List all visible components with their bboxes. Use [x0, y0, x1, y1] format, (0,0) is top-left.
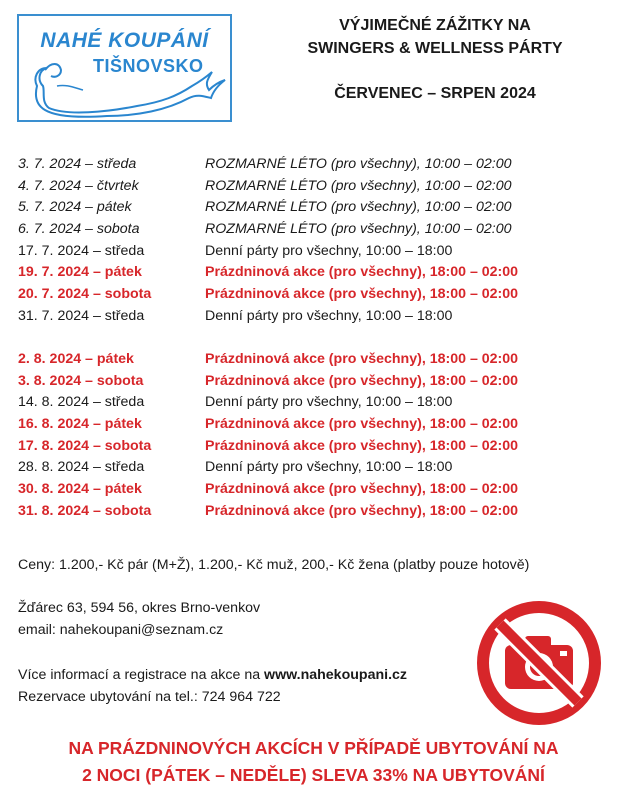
event-description: Prázdninová akce (pro všechny), 18:00 – 02:00 — [205, 372, 519, 389]
schedule-row — [18, 196, 618, 218]
header-line2: SWINGERS & WELLNESS PÁRTY — [307, 40, 563, 57]
logo-title: NAHÉ KOUPÁNÍ — [40, 29, 209, 52]
event-date: 31. 8. 2024 – sobota — [18, 502, 152, 519]
header-period: ČERVENEC – SRPEN 2024 — [334, 85, 536, 102]
event-description: ROZMARNÉ LÉTO (pro všechny), 10:00 – 02:00 — [205, 155, 512, 172]
email: email: nahekoupani@seznam.cz — [18, 622, 224, 638]
event-description: ROZMARNÉ LÉTO (pro všechny), 10:00 – 02:00 — [205, 177, 512, 194]
schedule-row — [18, 218, 618, 240]
website-link[interactable]: www.nahekoupani.cz — [264, 667, 407, 683]
schedule-row — [18, 153, 618, 175]
event-description: Prázdninová akce (pro všechny), 18:00 – 02:00 — [205, 285, 519, 302]
info-line — [18, 667, 407, 683]
event-date: 4. 7. 2024 – čtvrtek — [18, 177, 139, 194]
event-date: 17. 7. 2024 – středa — [18, 242, 145, 259]
event-description: Denní párty pro všechny, 10:00 – 18:00 — [205, 242, 453, 259]
event-date: 2. 8. 2024 – pátek — [18, 351, 134, 368]
event-description: Denní párty pro všechny, 10:00 – 18:00 — [205, 307, 453, 324]
address: Žďárec 63, 594 56, okres Brno-venkov — [18, 600, 261, 616]
event-date: 3. 7. 2024 – středa — [18, 155, 137, 172]
footer-line1: NA PRÁZDNINOVÝCH AKCÍCH V PŘÍPADĚ UBYTOVÁNÍ NA — [68, 738, 559, 758]
info-prefix: Více informací a registrace na akce na — [18, 667, 265, 683]
footer-banner — [0, 735, 627, 789]
event-description: ROZMARNÉ LÉTO (pro všechny), 10:00 – 02:00 — [205, 220, 512, 237]
schedule-row — [18, 348, 618, 370]
event-description: Denní párty pro všechny, 10:00 – 18:00 — [205, 459, 453, 476]
event-description: ROZMARNÉ LÉTO (pro všechny), 10:00 – 02:00 — [205, 199, 512, 216]
prices: Ceny: 1.200,- Kč pár (M+Ž), 1.200,- Kč muž, 200,- Kč žena (platby pouze hotově) — [18, 557, 530, 573]
event-description: Prázdninová akce (pro všechny), 18:00 – 02:00 — [205, 351, 519, 368]
logo-subtitle: TIŠNOVSKO — [93, 56, 204, 76]
schedule-row — [18, 457, 618, 479]
logo — [17, 14, 232, 122]
event-description: Prázdninová akce (pro všechny), 18:00 – 02:00 — [205, 416, 519, 433]
event-date: 16. 8. 2024 – pátek — [18, 416, 142, 433]
schedule-row — [18, 175, 618, 197]
event-description: Denní párty pro všechny, 10:00 – 18:00 — [205, 394, 453, 411]
footer-line2: 2 NOCI (PÁTEK – NEDĚLE) SLEVA 33% NA UBYTOVÁNÍ — [82, 765, 545, 785]
event-description: Prázdninová akce (pro všechny), 18:00 – 02:00 — [205, 481, 519, 498]
schedule-row — [18, 305, 618, 327]
event-date: 3. 8. 2024 – sobota — [18, 372, 144, 389]
event-description: Prázdninová akce (pro všechny), 18:00 – 02:00 — [205, 437, 519, 454]
header-line1: VÝJIMEČNÉ ZÁŽITKY NA — [339, 17, 531, 34]
event-description: Prázdninová akce (pro všechny), 18:00 – 02:00 — [205, 264, 519, 281]
event-date: 17. 8. 2024 – sobota — [18, 437, 152, 454]
event-date: 20. 7. 2024 – sobota — [18, 285, 152, 302]
schedule-row — [18, 500, 618, 522]
event-date: 5. 7. 2024 – pátek — [18, 199, 132, 216]
mermaid-icon — [27, 56, 227, 120]
schedule-row — [18, 370, 618, 392]
event-date: 19. 7. 2024 – pátek — [18, 264, 142, 281]
schedule-row — [18, 478, 618, 500]
header — [250, 14, 620, 105]
schedule-row — [18, 392, 618, 414]
event-date: 30. 8. 2024 – pátek — [18, 481, 142, 498]
event-date: 28. 8. 2024 – středa — [18, 459, 145, 476]
month-separator — [18, 327, 618, 349]
event-date: 14. 8. 2024 – středa — [18, 394, 145, 411]
event-description: Prázdninová akce (pro všechny), 18:00 – 02:00 — [205, 502, 519, 519]
no-camera-icon — [474, 598, 604, 728]
event-date: 31. 7. 2024 – středa — [18, 307, 145, 324]
event-date: 6. 7. 2024 – sobota — [18, 220, 140, 237]
phone: Rezervace ubytování na tel.: 724 964 722 — [18, 689, 281, 705]
schedule-row — [18, 240, 618, 262]
schedule-row — [18, 283, 618, 305]
schedule-row — [18, 413, 618, 435]
schedule-row — [18, 261, 618, 283]
schedule — [18, 153, 618, 522]
schedule-row — [18, 435, 618, 457]
